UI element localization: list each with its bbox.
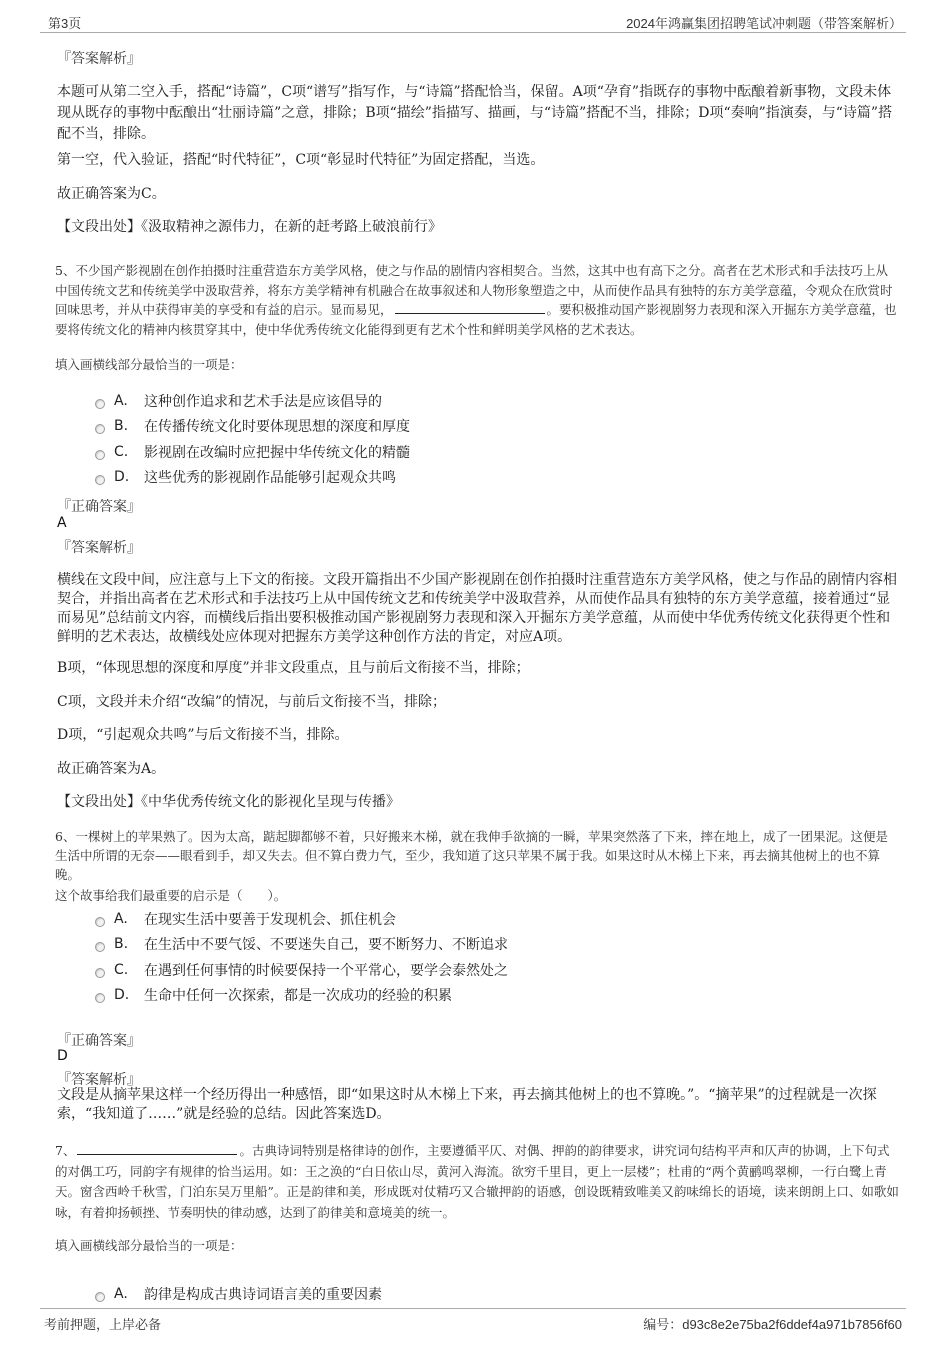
radio-icon[interactable]	[95, 399, 105, 409]
q4-source: 【文段出处】《汲取精神之源伟力，在新的赶考路上破浪前行》	[57, 219, 442, 235]
q5-option-d[interactable]: D. 这些优秀的影视剧作品能够引起观众共鸣	[95, 465, 895, 491]
page-footer	[40, 1308, 906, 1333]
q5-stem-after: 。要积极推动国产影视剧努力表现和深入开掘东方美学意蕴，也要将传统文化的精神内核贯穿其中，使中华优秀传统文化能得到更有艺术个性和鲜明美学风格的艺术表达。	[55, 302, 897, 337]
q5-analysis-p2: B项，“体现思想的深度和厚度”并非文段重点，且与前后文衔接不当，排除；	[57, 660, 530, 676]
document-title: 2024年鸿赢集团招聘笔试冲刺题（带答案解析）	[626, 16, 902, 31]
radio-icon[interactable]	[95, 424, 105, 434]
q4-analysis-p3: 故正确答案为C。	[57, 186, 166, 202]
radio-icon[interactable]	[95, 917, 105, 927]
q6-correct-answer: D	[57, 1048, 68, 1064]
q7-blank	[77, 1142, 237, 1155]
q5-option-a[interactable]: A. 这种创作追求和艺术手法是应该倡导的	[95, 388, 895, 414]
q5-stem-before: 5、不少国产影视剧在创作拍摄时注重营造东方美学风格，使之与作品的剧情内容相契合。当然，这其中也有高下之分。高者在艺术形式和手法技巧上从中国传统文艺和传统美学中汲取营养，将东方美学精神有机融合在故事叙述和人物形象塑造之中，从而使作品具有独特的东方美学意蕴，令观众在欣赏时回味思考，并从中获得审美的享受和有益的启示。显而易见，	[55, 263, 893, 317]
q4-analysis-p1: 本题可从第二空入手，搭配“诗篇”，C项“谱写”指写作，与“诗篇”搭配恰当，保留。A项“孕育”指既存的事物中酝酿着新事物，文段未体现从既存的事物中酝酿出“壮丽诗篇”之意，排除；B项“描绘”指描写、描画，与“诗篇”搭配不当，排除；D项“奏响”指演奏，与“诗篇”搭配不当，排除。	[57, 84, 893, 142]
q7-stem	[55, 1141, 900, 1223]
radio-icon[interactable]	[95, 968, 105, 978]
q6-analysis: 文段是从摘苹果这样一个经历得出一种感悟，即“如果这时从木梯上下来，再去摘其他树上的也不算晚。”。“摘苹果”的过程就是一次探索，“我知道了……”就是经验的总结。因此答案选D。	[57, 1087, 877, 1122]
q6-analysis-label: 『答案解析』	[57, 1072, 141, 1088]
radio-icon[interactable]	[95, 475, 105, 485]
radio-icon[interactable]	[95, 942, 105, 952]
q5-source: 【文段出处】《中华优秀传统文化的影视化呈现与传播》	[57, 794, 400, 810]
q5-correct-answer: A	[57, 515, 67, 531]
q6-options	[95, 906, 895, 1008]
document-code: 编号：d93c8e2e75ba2f6ddef4a971b7856f60	[643, 1317, 902, 1332]
q6-question: 这个故事给我们最重要的启示是（ ）。	[55, 888, 287, 903]
q5-stem	[55, 261, 900, 339]
q7-stem-after: 。古典诗词特别是格律诗的创作，主要遵循平仄、对偶、押韵的韵律要求，讲究词句结构平声和仄声的协调，上下句式的对偶工巧，同韵字有规律的恰当运用。如：王之涣的“白日依山尽，黄河入海流。欲穷千里目，更上一层楼”；杜甫的“两个黄鹂鸣翠柳，一行白鹭上青天。窗含西岭千秋雪，门泊东吴万里船”。正是韵律和美，形成既对仗精巧又合辙押韵的语感，创设既精致唯美又韵味绵长的语境，读来朗朗上口、如歌如咏，有着抑扬顿挫、节奏明快的律动感，达到了韵律美和意境美的统一。	[55, 1143, 899, 1220]
q6-option-c[interactable]: C. 在遇到任何事情的时候要保持一个平常心，要学会泰然处之	[95, 957, 895, 983]
q6-correct-label: 『正确答案』	[57, 1033, 141, 1049]
q7-prompt: 填入画横线部分最恰当的一项是：	[55, 1238, 243, 1253]
q5-blank	[395, 301, 545, 314]
q4-analysis-label: 『答案解析』	[57, 51, 141, 67]
q5-analysis-label: 『答案解析』	[57, 540, 141, 556]
q6-option-d[interactable]: D. 生命中任何一次探索，都是一次成功的经验的积累	[95, 983, 895, 1009]
q5-analysis-p3: C项，文段并未介绍“改编”的情况，与前后文衔接不当，排除；	[57, 694, 447, 710]
q5-analysis-p5: 故正确答案为A。	[57, 761, 166, 777]
q6-option-b[interactable]: B. 在生活中不要气馁、不要迷失自己，要不断努力、不断追求	[95, 932, 895, 958]
page-header	[40, 10, 906, 33]
q4-analysis-p2: 第一空，代入验证，搭配“时代特征”，C项“彰显时代特征”为固定搭配，当选。	[57, 152, 545, 168]
footer-slogan: 考前押题，上岸必备	[44, 1317, 162, 1332]
q6-option-a[interactable]: A. 在现实生活中要善于发现机会、抓住机会	[95, 906, 895, 932]
q7-option-a[interactable]: A. 韵律是构成古典诗词语言美的重要因素	[95, 1281, 895, 1307]
q5-option-c[interactable]: C. 影视剧在改编时应把握中华传统文化的精髓	[95, 439, 895, 465]
q5-options	[95, 388, 895, 490]
radio-icon[interactable]	[95, 993, 105, 1003]
q5-option-b[interactable]: B. 在传播传统文化时要体现思想的深度和厚度	[95, 414, 895, 440]
q7-options	[95, 1281, 895, 1307]
radio-icon[interactable]	[95, 450, 105, 460]
q6-stem: 6、一棵树上的苹果熟了。因为太高，踮起脚都够不着，只好搬来木梯，就在我伸手欲摘的一瞬，苹果突然落了下来，摔在地上，成了一团果泥。这便是生活中所谓的无奈——眼看到手，却又失去。但不算白费力气，至少，我知道了这只苹果不属于我。如果这时从木梯上下来，再去摘其他树上的也不算晚。	[55, 829, 888, 882]
q5-prompt: 填入画横线部分最恰当的一项是：	[55, 357, 243, 372]
page-number: 第3页	[48, 16, 82, 31]
q5-correct-label: 『正确答案』	[57, 499, 141, 515]
radio-icon[interactable]	[95, 1292, 105, 1302]
q7-stem-prefix: 7、	[55, 1143, 76, 1158]
q5-analysis-p4: D项，“引起观众共鸣”与后文衔接不当，排除。	[57, 727, 349, 743]
q5-analysis-p1: 横线在文段中间，应注意与上下文的衔接。文段开篇指出不少国产影视剧在创作拍摄时注重营造东方美学风格，使之与作品的剧情内容相契合，并指出高者在艺术形式和手法技巧上从中国传统文艺和传统美学中汲取营养，从而使作品具有独特的东方美学意蕴，接着通过“显而易见”总结前文内容，而横线后指出要积极推动国产影视剧努力表现和深入开掘东方美学意蕴，从而使中华优秀传统文化获得更个性和鲜明的艺术表达，故横线处应体现对把握东方美学这种创作方法的肯定，对应A项。	[57, 572, 897, 645]
